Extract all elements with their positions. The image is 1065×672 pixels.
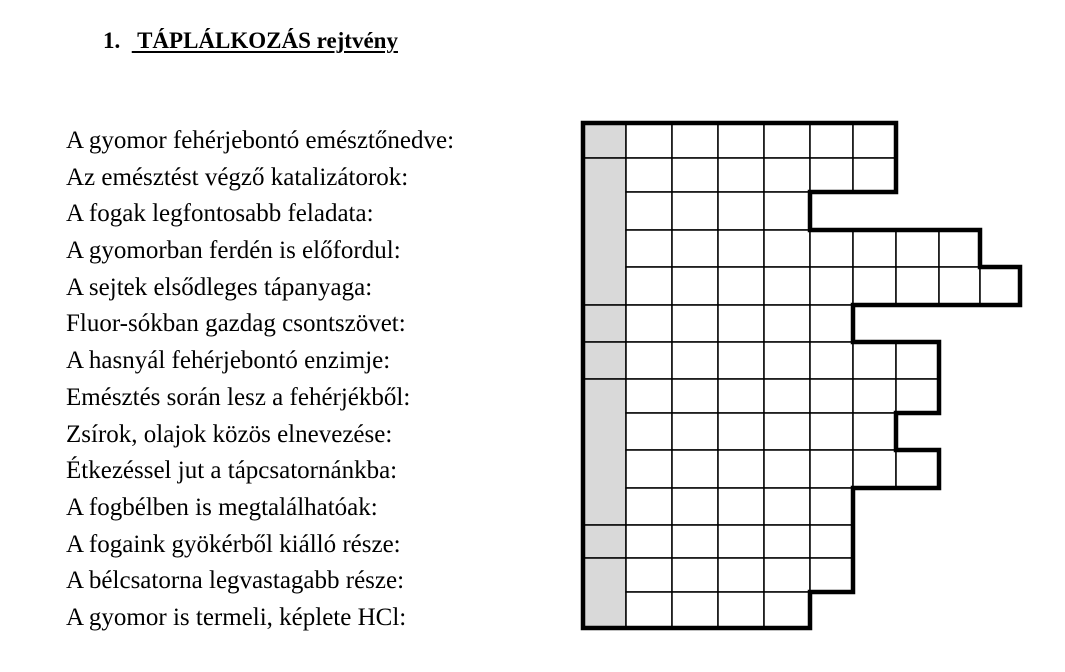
answer-cell[interactable] [764, 450, 810, 488]
answer-cell[interactable] [896, 450, 939, 488]
answer-cell[interactable] [810, 342, 853, 379]
answer-cell[interactable] [853, 450, 896, 488]
answer-cell[interactable] [626, 230, 672, 267]
answer-cell[interactable] [853, 342, 896, 379]
answer-cell[interactable] [810, 267, 853, 305]
answer-cell[interactable] [718, 525, 764, 558]
answer-cell[interactable] [718, 450, 764, 488]
clue-text: Az emésztést végző katalizátorok: [66, 163, 409, 191]
answer-cell[interactable] [626, 267, 672, 305]
answer-cell[interactable] [764, 558, 810, 592]
answer-cell[interactable] [980, 267, 1020, 305]
answer-cell[interactable] [810, 525, 853, 558]
answer-cell[interactable] [672, 123, 718, 158]
answer-cell[interactable] [853, 379, 896, 413]
solution-cell[interactable] [583, 123, 626, 158]
answer-cell[interactable] [810, 123, 853, 158]
answer-cell[interactable] [896, 379, 939, 413]
answer-cell[interactable] [853, 413, 896, 450]
clue-text: A fogbélben is megtalálhatóak: [66, 493, 378, 521]
clue-text: Emésztés során lesz a fehérjékből: [66, 383, 411, 411]
answer-cell[interactable] [764, 230, 810, 267]
answer-cell[interactable] [810, 488, 853, 525]
clue-text: A gyomor fehérjebontó emésztőnedve: [66, 127, 455, 154]
answer-cell[interactable] [896, 267, 939, 305]
answer-cell[interactable] [810, 450, 853, 488]
answer-cell[interactable] [939, 230, 980, 267]
title-number: 1. [103, 28, 121, 53]
answer-cell[interactable] [626, 305, 672, 342]
clue-text: A bélcsatorna legvastagabb része: [66, 567, 405, 595]
answer-cell[interactable] [853, 267, 896, 305]
answer-cell[interactable] [626, 558, 672, 592]
answer-cell[interactable] [718, 379, 764, 413]
answer-cell[interactable] [810, 379, 853, 413]
clue-text: A gyomor is termeli, képlete HCl: [66, 603, 407, 631]
answer-cell[interactable] [764, 305, 810, 342]
solution-cell[interactable] [583, 558, 626, 628]
answer-cell[interactable] [718, 192, 764, 230]
answer-cell[interactable] [672, 230, 718, 267]
answer-cell[interactable] [764, 158, 810, 192]
answer-cell[interactable] [672, 267, 718, 305]
solution-cell[interactable] [583, 305, 626, 342]
answer-cell[interactable] [810, 413, 853, 450]
answer-cell[interactable] [764, 525, 810, 558]
answer-cell[interactable] [764, 192, 810, 230]
solution-cell[interactable] [583, 158, 626, 305]
answer-cell[interactable] [626, 192, 672, 230]
answer-cell[interactable] [718, 413, 764, 450]
answer-cell[interactable] [853, 230, 896, 267]
answer-cell[interactable] [672, 413, 718, 450]
clue-text: A sejtek elsődleges tápanyaga: [66, 273, 373, 301]
answer-cell[interactable] [764, 379, 810, 413]
answer-cell[interactable] [672, 592, 718, 628]
solution-cell[interactable] [583, 525, 626, 558]
answer-cell[interactable] [626, 488, 672, 525]
answer-cell[interactable] [764, 592, 810, 628]
answer-cell[interactable] [718, 592, 764, 628]
answer-cell[interactable] [810, 305, 853, 342]
answer-cell[interactable] [764, 488, 810, 525]
answer-cell[interactable] [810, 558, 853, 592]
answer-cell[interactable] [718, 267, 764, 305]
answer-cell[interactable] [672, 525, 718, 558]
answer-cell[interactable] [764, 267, 810, 305]
answer-cell[interactable] [672, 488, 718, 525]
clue-text: A hasnyál fehérjebontó enzimje: [66, 347, 391, 375]
clue-text: Étkezéssel jut a tápcsatornánkba: [66, 457, 398, 485]
answer-cell[interactable] [853, 123, 896, 158]
answer-cell[interactable] [672, 342, 718, 379]
answer-cell[interactable] [626, 450, 672, 488]
clue-text: Zsírok, olajok közös elnevezése: [66, 420, 393, 448]
clue-text: A gyomorban ferdén is előfordul: [66, 237, 401, 265]
answer-cell[interactable] [718, 158, 764, 192]
solution-cell[interactable] [583, 379, 626, 525]
clue-text: A fogaink gyökérből kiálló része: [66, 530, 401, 558]
answer-cell[interactable] [764, 413, 810, 450]
answer-cell[interactable] [626, 123, 672, 158]
answer-cell[interactable] [939, 267, 980, 305]
answer-cell[interactable] [626, 158, 672, 192]
answer-cell[interactable] [626, 592, 672, 628]
answer-cell[interactable] [718, 230, 764, 267]
clue-text: A fogak legfontosabb feladata: [66, 200, 374, 228]
answer-cell[interactable] [764, 342, 810, 379]
answer-cell[interactable] [672, 379, 718, 413]
answer-cell[interactable] [672, 558, 718, 592]
answer-cell[interactable] [626, 525, 672, 558]
answer-cell[interactable] [718, 488, 764, 525]
answer-cell[interactable] [672, 192, 718, 230]
answer-cell[interactable] [896, 342, 939, 379]
title-text: TÁPLÁLKOZÁS rejtvény [131, 28, 398, 53]
clue-text: Fluor-sókban gazdag csontszövet: [66, 310, 406, 338]
answer-cell[interactable] [718, 558, 764, 592]
answer-cell[interactable] [626, 413, 672, 450]
answer-cell[interactable] [672, 305, 718, 342]
solution-cell[interactable] [583, 342, 626, 379]
answer-cell[interactable] [626, 379, 672, 413]
answer-cell[interactable] [853, 158, 896, 192]
answer-cell[interactable] [810, 158, 853, 192]
answer-cell[interactable] [764, 123, 810, 158]
answer-cell[interactable] [718, 123, 764, 158]
answer-cell[interactable] [810, 230, 853, 267]
answer-cell[interactable] [626, 342, 672, 379]
answer-cell[interactable] [672, 158, 718, 192]
answer-cell[interactable] [672, 450, 718, 488]
answer-cell[interactable] [718, 342, 764, 379]
answer-cell[interactable] [718, 305, 764, 342]
answer-cell[interactable] [896, 230, 939, 267]
